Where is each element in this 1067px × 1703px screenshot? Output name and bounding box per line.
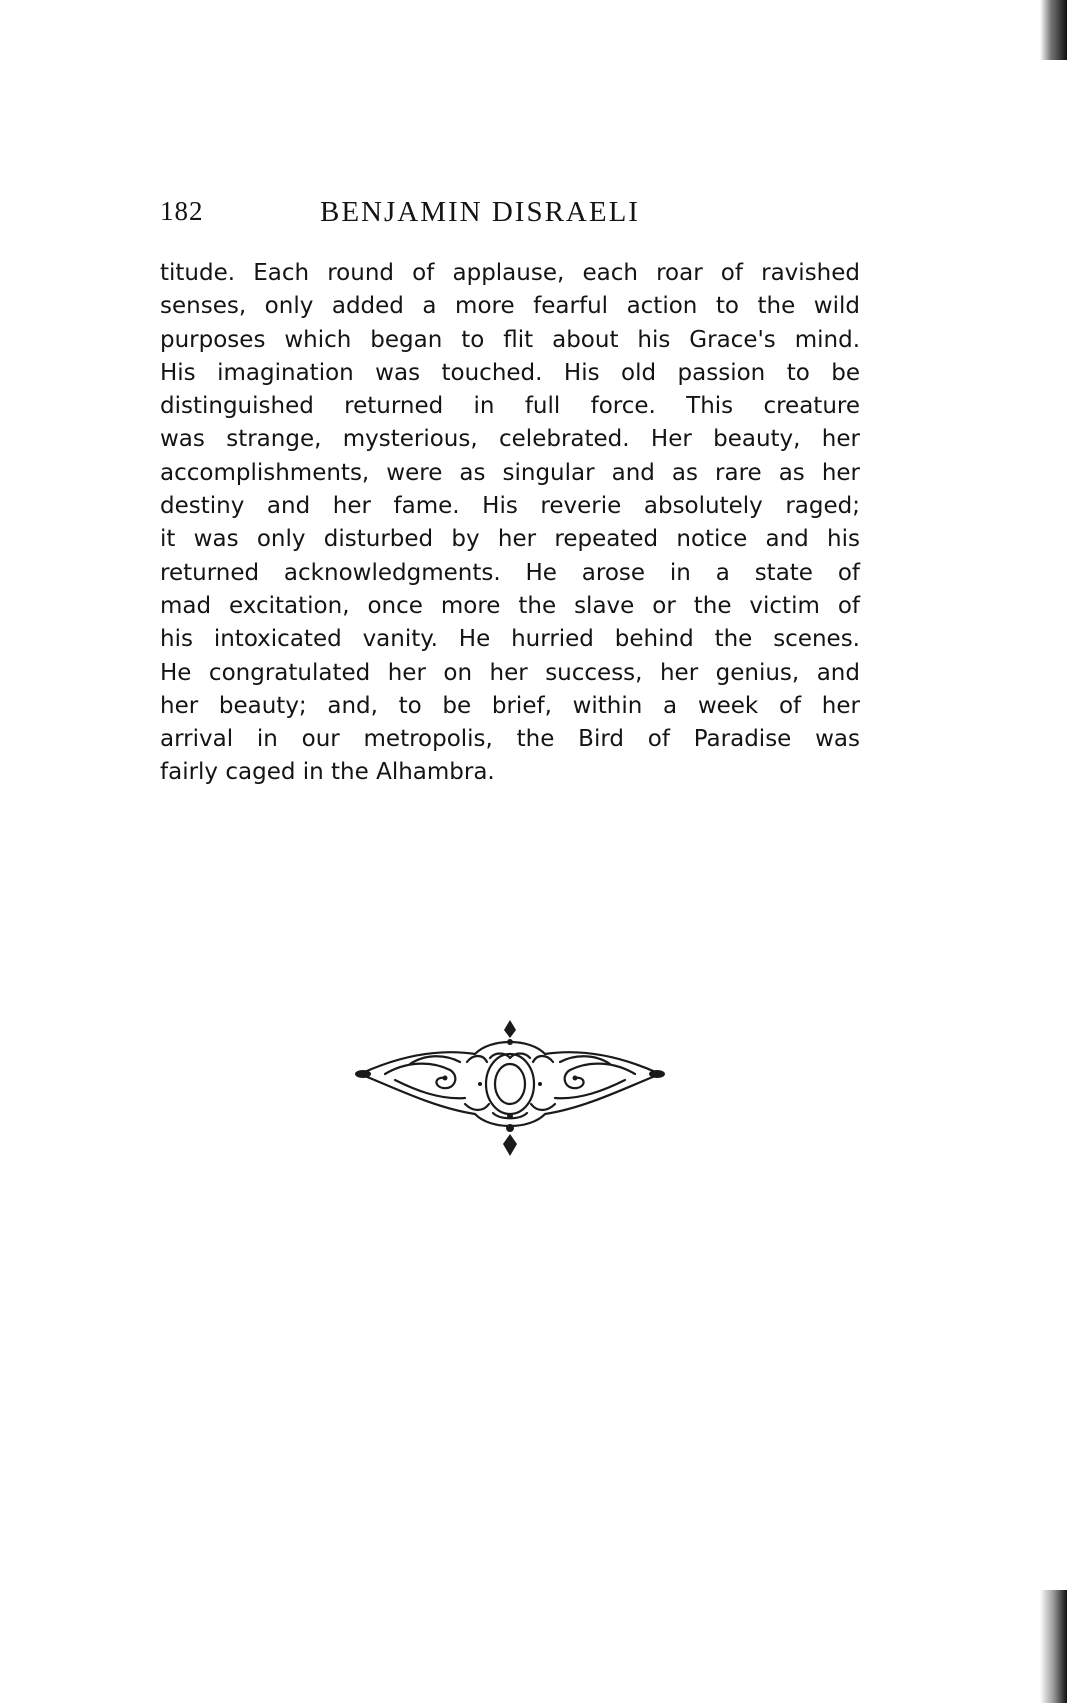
tailpiece-ornament-icon	[355, 1018, 665, 1158]
page-number: 182	[160, 196, 204, 226]
text-line: her beauty; and, to be brief, within a week of her	[160, 692, 860, 719]
scan-edge-mark-bottom	[1040, 1590, 1067, 1703]
text-line: distinguished returned in full force. This creature	[160, 393, 860, 420]
text-line: it was only disturbed by her repeated notice and his	[160, 526, 860, 553]
body-paragraph	[160, 257, 860, 790]
text-line: purposes which began to flit about his Grace's mind.	[160, 326, 860, 353]
text-line: was strange, mysterious, celebrated. Her beauty, her	[160, 426, 860, 453]
text-line: He congratulated her on her success, her genius, and	[160, 659, 860, 686]
text-line: destiny and her fame. His reverie absolutely raged;	[160, 493, 860, 520]
text-line: mad excitation, once more the slave or the victim of	[160, 592, 860, 619]
text-line: his intoxicated vanity. He hurried behind the scenes.	[160, 626, 860, 653]
text-line: senses, only added a more fearful action to the wild	[160, 293, 860, 320]
text-line: His imagination was touched. His old passion to be	[160, 359, 860, 386]
running-title: BENJAMIN DISRAELI	[320, 196, 640, 228]
text-line: titude. Each round of applause, each roar of ravished	[160, 260, 860, 286]
text-line: fairly caged in the Alhambra.	[160, 759, 495, 786]
text-line: arrival in our metropolis, the Bird of Paradise was	[160, 726, 860, 753]
running-head	[160, 196, 860, 240]
text-line: returned acknowledgments. He arose in a state of	[160, 559, 860, 586]
scan-edge-mark-top	[1040, 0, 1067, 60]
text-line: accomplishments, were as singular and as rare as her	[160, 459, 860, 486]
